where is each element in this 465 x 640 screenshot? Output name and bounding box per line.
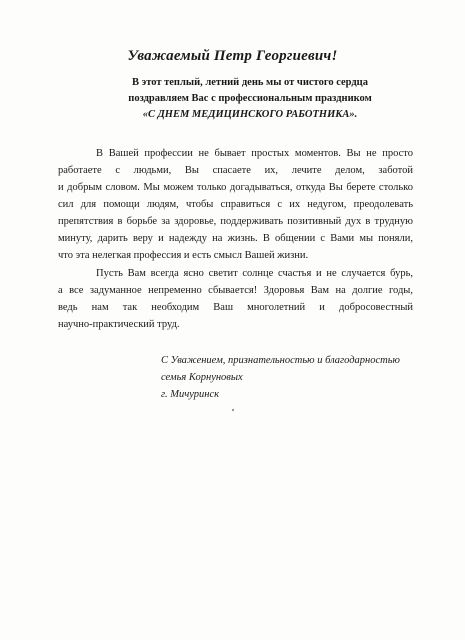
paragraph-1-line: препятствия в борьбе за здоровье, поддерживать позитивный дух в трудную: [58, 216, 413, 227]
letter-greeting: Уважаемый Петр Георгиевич!: [127, 48, 338, 64]
paragraph-1-line: В Вашей профессии не бывает простых моментов. Вы не просто: [96, 148, 413, 159]
signature-family: семья Корнуновых: [161, 372, 243, 383]
signature-closing: С Уважением, признательностью и благодарностью: [161, 355, 400, 366]
intro-line-1: В этот теплый, летний день мы от чистого сердца: [132, 77, 368, 88]
paragraph-2-line: а все задуманное непременно сбывается! Здоровья Вам на долгие годы,: [58, 285, 413, 296]
paragraph-1-line: работаете с людьми, Вы спасаете их, лечите делом, заботой: [58, 165, 413, 176]
paragraph-1-line: что эта нелегкая профессия и есть смысл Вашей жизни.: [58, 250, 309, 261]
paragraph-1-line: сил для помощи людям, чтобы справиться с их недугом, преодолевать: [58, 199, 413, 210]
paper-speck: [232, 409, 234, 411]
paragraph-1-line: минуту, дарить веру и надежду на жизнь. В общении с Вами мы поняли,: [58, 233, 413, 244]
paragraph-1-line: и добрым словом. Мы можем только догадываться, откуда Вы берете столько: [58, 182, 413, 193]
paragraph-2-line: Пусть Вам всегда ясно светит солнце счастья и не случается бурь,: [96, 268, 413, 279]
signature-city: г. Мичуринск: [161, 389, 220, 400]
paragraph-2-line: ведь нам так необходим Ваш многолетний и добросовестный: [58, 302, 413, 313]
intro-line-3-holiday-title: «С ДНЕМ МЕДИЦИНСКОГО РАБОТНИКА».: [142, 109, 358, 120]
intro-line-2: поздравляем Вас с профессиональным праздником: [128, 93, 372, 104]
paragraph-2-line: научно-практический труд.: [58, 319, 180, 330]
